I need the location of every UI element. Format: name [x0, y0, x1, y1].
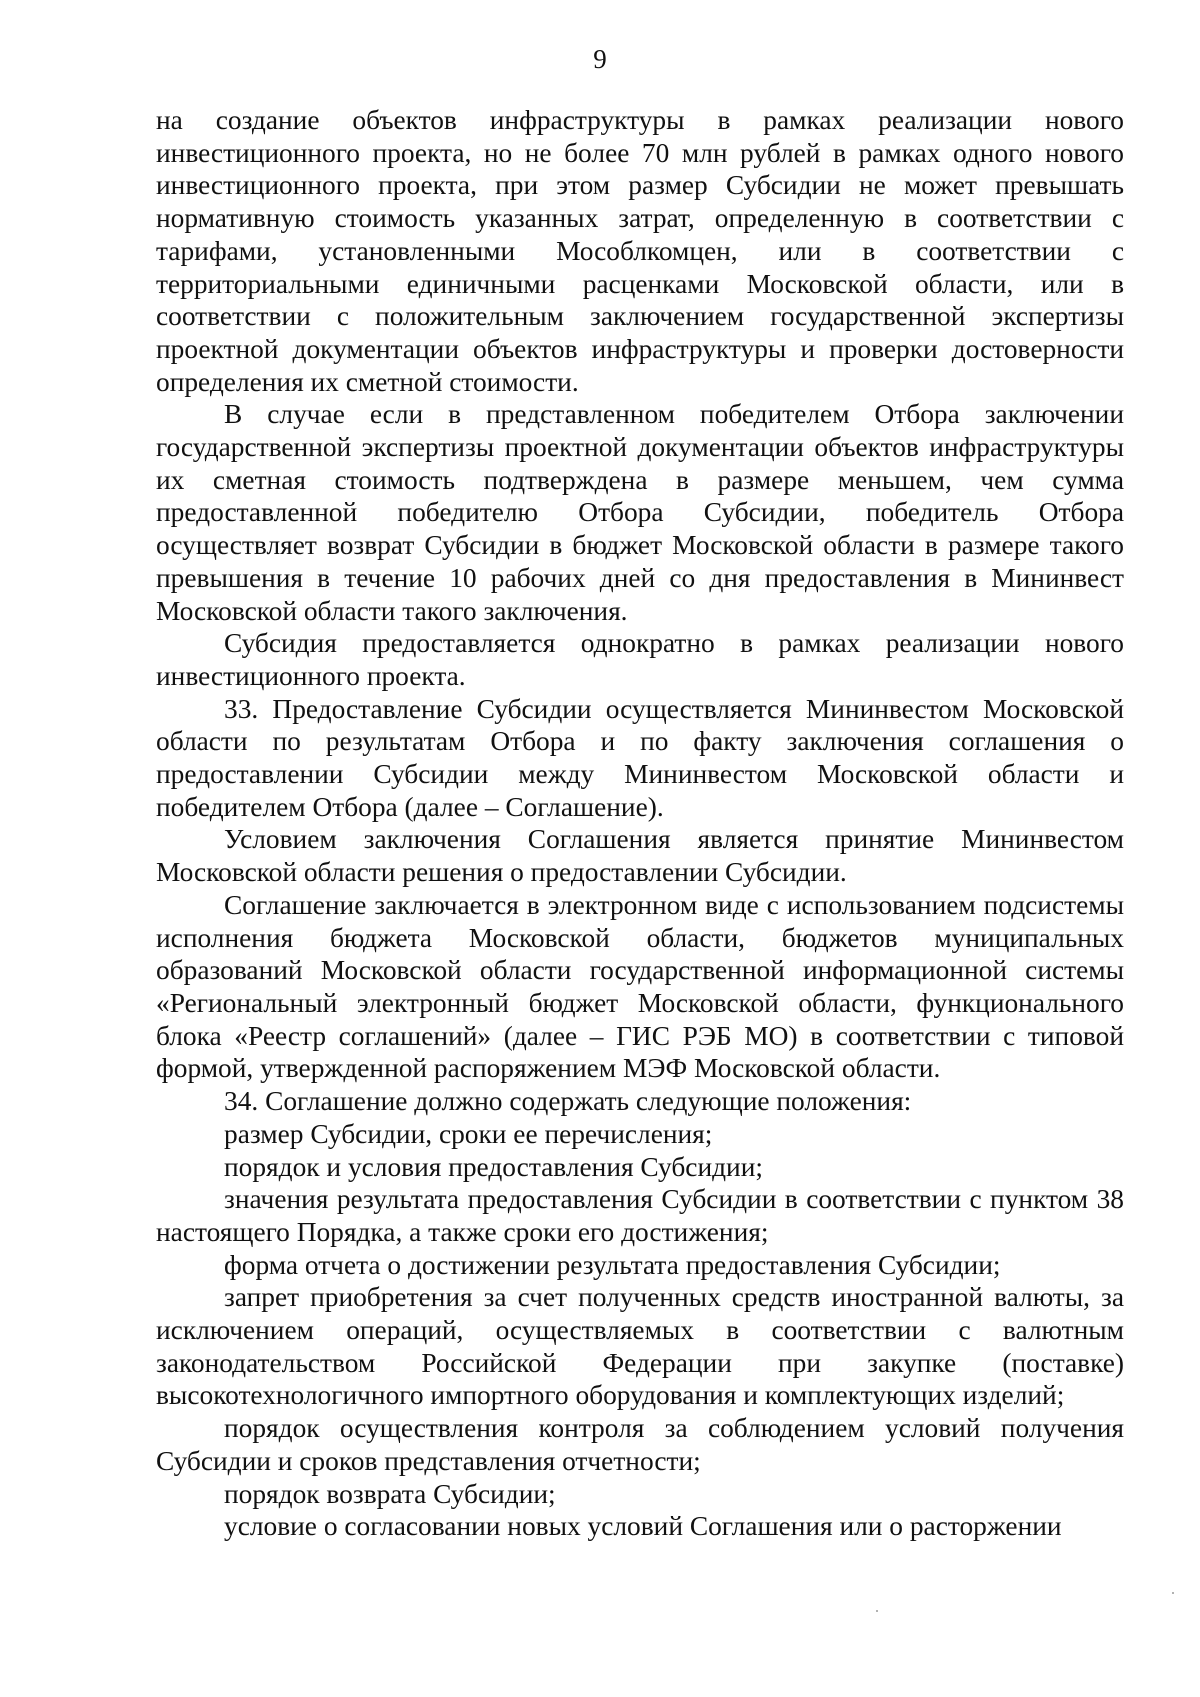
paragraph-agreement-condition: Условием заключения Соглашения является принятие Мининвестом Московской области решения о предоставлении Субсидии.: [156, 824, 1124, 888]
list-item-refund-procedure: порядок возврата Субсидии;: [224, 1478, 556, 1509]
page-number: 9: [593, 44, 607, 74]
list-item-new-conditions: условие о согласовании новых условий Соглашения или о расторжении: [224, 1511, 1062, 1542]
paragraph-refund-on-lower-cost: В случае если в представленном победителем Отбора заключении государственной экспертизы проектной документации объектов инфраструктуры их сметная стоимость подтверждена в размере меньшем, чем сумма предоставленной победителю Отбора Субсидии, победитель Отбора осуществляет возврат Субсидии в бюджет Московской области в размере такого превышения в течение 10 рабочих дней со дня предоставления в Мининвест Московской области такого заключения.: [156, 399, 1124, 626]
paragraph-item-34: 34. Соглашение должно содержать следующие положения:: [224, 1086, 912, 1117]
list-item-result-values: значения результата предоставления Субсидии в соответствии с пунктом 38 настоящего Порядка, а также сроки его достижения;: [156, 1184, 1124, 1247]
list-item-amount-and-terms: размер Субсидии, сроки ее перечисления;: [224, 1118, 713, 1149]
paragraph-electronic-agreement: Соглашение заключается в электронном виде с использованием подсистемы исполнения бюджета Московской области, бюджетов муниципальных образований Московской области государственной информационной системы «Региональный электронный бюджет Московской области, функционального блока «Реестр соглашений» (далее – ГИС РЭБ МО) в соответствии с типовой формой, утвержденной распоряжением МЭФ Московской области.: [156, 889, 1124, 1084]
paragraph-item-33: 33. Предоставление Субсидии осуществляется Мининвестом Московской области по результатам Отбора и по факту заключения соглашения о предоставлении Субсидии между Мининвестом Московской области и победителем Отбора (далее – Соглашение).: [156, 693, 1124, 822]
list-item-control-procedure: порядок осуществления контроля за соблюдением условий получения Субсидии и сроков представления отчетности;: [156, 1413, 1124, 1476]
list-item-procedure-and-conditions: порядок и условия предоставления Субсидии;: [224, 1151, 763, 1182]
paragraph-subsidy-limits: на создание объектов инфраструктуры в рамках реализации нового инвестиционного проекта, но не более 70 млн рублей в рамках одного нового инвестиционного проекта, при этом размер Субсидии не может превышать нормативную стоимость указанных затрат, определенную в соответствии с тарифами, установленными Мособлкомцен, или в соответствии с территориальными единичными расценками Московской области, или в соответствии с положительным заключением государственной экспертизы проектной документации объектов инфраструктуры и проверки достоверности определения их сметной стоимости.: [156, 105, 1124, 397]
paragraph-one-time-subsidy: Субсидия предоставляется однократно в рамках реализации нового инвестиционного проекта.: [156, 628, 1124, 691]
scan-speck: [1172, 1592, 1174, 1594]
list-item-currency-ban: запрет приобретения за счет полученных средств иностранной валюты, за исключением операций, осуществляемых в соответствии с валютным законодательством Российской Федерации при закупке (поставке) высокотехнологичного импортного оборудования и комплектующих изделий;: [156, 1282, 1124, 1411]
list-item-report-form: форма отчета о достижении результата предоставления Субсидии;: [224, 1249, 1001, 1280]
document-body: [156, 104, 1124, 1543]
scan-speck: [876, 1610, 878, 1612]
